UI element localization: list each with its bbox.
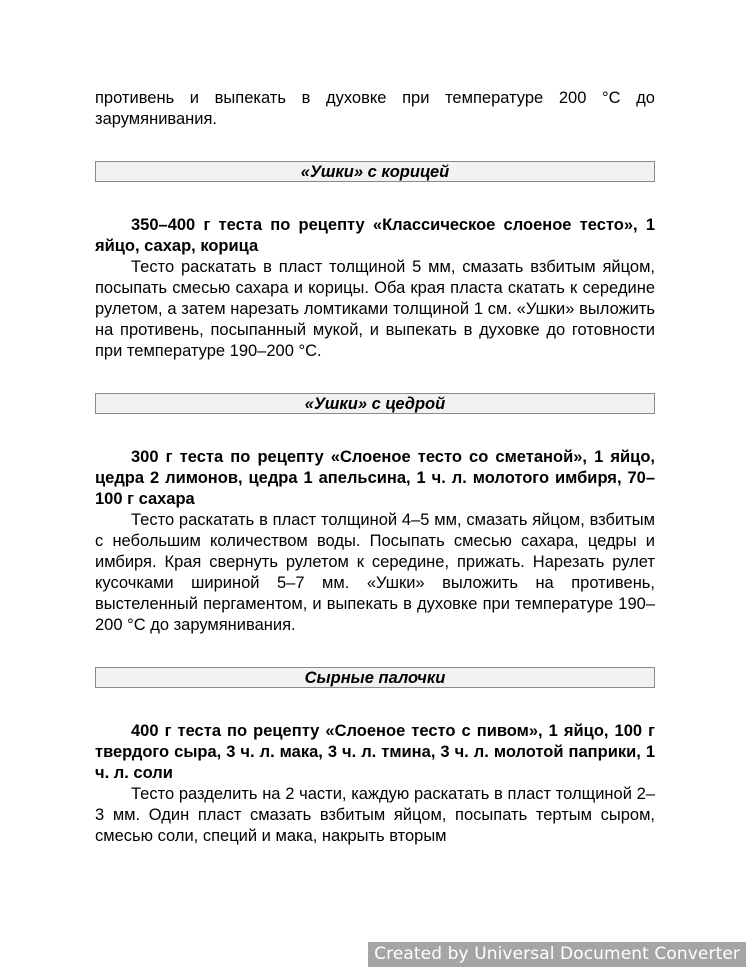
method-zest: Тесто раскатать в пласт толщиной 4–5 мм, смазать яйцом, взбитым с небольшим количеством воды. Посыпать смесью сахара, цедры и имбиря. Края свернуть рулетом к середине, прижать. Нарезать рулет кусочками шириной 5–7 мм. «Ушки» выложить на противень, выстеленный пергаментом, и выпекать в духовке при температуре 190–200 °С до зарумянивания. [95,511,655,634]
method-cinnamon: Тесто раскатать в пласт толщиной 5 мм, смазать взбитым яйцом, посыпать смесью сахара и корицы. Оба края пласта скатать к середине рулетом, а затем нарезать ломтиками толщиной 1 см. «Ушки» выложить на противень, посыпанный мукой, и выпекать в духовке до готовности при температуре 190–200 °С. [95,258,655,360]
method-cheese-sticks: Тесто разделить на 2 части, каждую раскатать в пласт толщиной 2–3 мм. Один пласт смазать взбитым яйцом, посыпать тертым сыром, смесью соли, специй и мака, накрыть вторым [95,785,655,845]
ingredients-cheese-sticks: 400 г теста по рецепту «Слоеное тесто с пивом», 1 яйцо, 100 г твердого сыра, 3 ч. л. мака, 3 ч. л. тмина, 3 ч. л. молотой паприки, 1 ч. л. соли [95,722,655,782]
converter-watermark: Created by Universal Document Converter [368,942,746,967]
document-page [95,88,655,847]
section-heading-zest: «Ушки» с цедрой [95,393,655,414]
ingredients-zest: 300 г теста по рецепту «Слоеное тесто со сметаной», 1 яйцо, цедра 2 лимонов, цедра 1 апельсина, 1 ч. л. молотого имбиря, 70–100 г сахара [95,448,655,508]
ingredients-cinnamon: 350–400 г теста по рецепту «Классическое слоеное тесто», 1 яйцо, сахар, корица [95,216,655,255]
section-heading-cheese-sticks: Сырные палочки [95,667,655,688]
intro-paragraph: противень и выпекать в духовке при температуре 200 °С до зарумянивания. [95,89,655,128]
section-heading-cinnamon: «Ушки» с корицей [95,161,655,182]
